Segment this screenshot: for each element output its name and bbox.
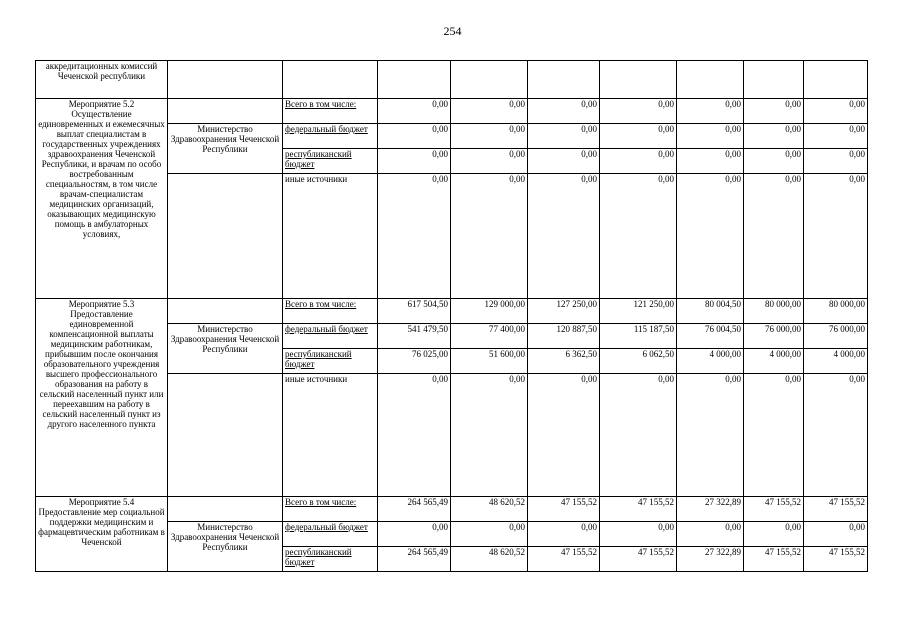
value-cell: 0,00 (451, 124, 528, 149)
value-cell: 80 004,50 (677, 299, 744, 324)
value-cell: 77 400,00 (451, 324, 528, 349)
value-cell (600, 61, 677, 99)
value-cell: 47 155,52 (804, 547, 868, 572)
event-description: Мероприятие 5.2 Осуществление единовременных и ежемесячных выплат специалистам в государственных учреждениях здравоохранения Чеченской Республики, и врачам по особо востребованным специальностям, в том числе врачам-специалистам медицинских организаций, оказывающих медицинскую помощь в амбулаторных условиях, (36, 99, 168, 299)
value-cell: 0,00 (677, 174, 744, 299)
source-federal: федеральный бюджет (283, 324, 378, 349)
value-cell: 47 155,52 (804, 497, 868, 522)
source-regional: республиканский бюджет (283, 149, 378, 174)
budget-row (36, 299, 868, 324)
value-cell: 0,00 (600, 149, 677, 174)
value-cell (528, 61, 600, 99)
value-cell: 0,00 (451, 149, 528, 174)
value-cell: 264 565,49 (378, 547, 451, 572)
value-cell: 0,00 (451, 522, 528, 547)
value-cell: 0,00 (677, 149, 744, 174)
value-cell: 0,00 (378, 149, 451, 174)
value-cell: 76 025,00 (378, 349, 451, 374)
value-cell: 27 322,89 (677, 547, 744, 572)
value-cell: 0,00 (451, 174, 528, 299)
value-cell: 0,00 (528, 174, 600, 299)
source-other: иные источники (283, 374, 378, 497)
executor-name: Министерство Здравоохранения Чеченской Республики (168, 124, 283, 174)
value-cell: 0,00 (528, 374, 600, 497)
value-cell: 0,00 (378, 99, 451, 124)
value-cell: 0,00 (600, 99, 677, 124)
value-cell: 0,00 (528, 99, 600, 124)
value-cell: 4 000,00 (677, 349, 744, 374)
value-cell: 47 155,52 (528, 497, 600, 522)
value-cell: 617 504,50 (378, 299, 451, 324)
budget-row (36, 99, 868, 124)
budget-table (35, 60, 868, 572)
value-cell: 0,00 (677, 124, 744, 149)
value-cell: 48 620,52 (451, 497, 528, 522)
value-cell: 0,00 (744, 149, 804, 174)
value-cell: 0,00 (600, 124, 677, 149)
value-cell: 0,00 (744, 124, 804, 149)
executor-cell (168, 497, 283, 522)
executor-cell (168, 61, 283, 99)
executor-name: Министерство Здравоохранения Чеченской Республики (168, 522, 283, 572)
source-cell (283, 61, 378, 99)
executor-name: Министерство Здравоохранения Чеченской Республики (168, 324, 283, 374)
event-description: аккредитационных комиссий Чеченской республики (36, 61, 168, 99)
value-cell: 0,00 (600, 174, 677, 299)
value-cell: 129 000,00 (451, 299, 528, 324)
value-cell (804, 61, 868, 99)
value-cell: 76 000,00 (744, 324, 804, 349)
value-cell: 0,00 (744, 174, 804, 299)
value-cell: 47 155,52 (600, 497, 677, 522)
budget-row (36, 497, 868, 522)
source-total: Всего в том числе: (283, 99, 378, 124)
value-cell: 127 250,00 (528, 299, 600, 324)
value-cell: 0,00 (528, 124, 600, 149)
value-cell (677, 61, 744, 99)
executor-cell (168, 99, 283, 124)
executor-cell (168, 174, 283, 299)
value-cell: 27 322,89 (677, 497, 744, 522)
source-regional: республиканский бюджет (283, 547, 378, 572)
value-cell: 115 187,50 (600, 324, 677, 349)
value-cell: 0,00 (677, 374, 744, 497)
executor-cell (168, 299, 283, 324)
value-cell: 0,00 (677, 522, 744, 547)
value-cell: 80 000,00 (744, 299, 804, 324)
source-regional: республиканский бюджет (283, 349, 378, 374)
value-cell: 0,00 (378, 522, 451, 547)
value-cell: 0,00 (600, 374, 677, 497)
value-cell: 0,00 (804, 374, 868, 497)
value-cell: 0,00 (451, 374, 528, 497)
value-cell (378, 61, 451, 99)
value-cell: 541 479,50 (378, 324, 451, 349)
source-total: Всего в том числе: (283, 299, 378, 324)
value-cell: 264 565,49 (378, 497, 451, 522)
value-cell: 0,00 (804, 149, 868, 174)
value-cell: 0,00 (677, 99, 744, 124)
value-cell (744, 61, 804, 99)
value-cell: 0,00 (378, 174, 451, 299)
value-cell: 0,00 (451, 99, 528, 124)
value-cell: 0,00 (528, 149, 600, 174)
value-cell: 47 155,52 (528, 547, 600, 572)
value-cell: 0,00 (804, 522, 868, 547)
value-cell: 0,00 (378, 374, 451, 497)
value-cell: 0,00 (528, 522, 600, 547)
value-cell: 0,00 (804, 124, 868, 149)
source-federal: федеральный бюджет (283, 124, 378, 149)
page-number: 254 (443, 24, 462, 38)
value-cell: 4 000,00 (744, 349, 804, 374)
value-cell: 47 155,52 (744, 497, 804, 522)
value-cell: 47 155,52 (600, 547, 677, 572)
value-cell: 6 062,50 (600, 349, 677, 374)
source-total: Всего в том числе: (283, 497, 378, 522)
source-other: иные источники (283, 174, 378, 299)
event-description: Мероприятие 5.3 Предоставление единовременной компенсационной выплаты медицинским работникам, прибывшим после окончания образовательного учреждения высшего профессионального образования на работу в сельский населенный пункт или переехавшим на работу в сельский населенный пункт из другого населенного пункта (36, 299, 168, 497)
value-cell: 48 620,52 (451, 547, 528, 572)
value-cell (451, 61, 528, 99)
value-cell: 76 004,50 (677, 324, 744, 349)
value-cell: 0,00 (744, 99, 804, 124)
value-cell: 121 250,00 (600, 299, 677, 324)
value-cell: 4 000,00 (804, 349, 868, 374)
event-description: Мероприятие 5.4 Предоставление мер социальной поддержки медицинским и фармацевтическим работникам в Чеченской (36, 497, 168, 572)
executor-cell (168, 374, 283, 497)
value-cell: 6 362,50 (528, 349, 600, 374)
value-cell: 0,00 (378, 124, 451, 149)
value-cell: 0,00 (744, 522, 804, 547)
carryover-row (36, 61, 868, 99)
value-cell: 0,00 (804, 174, 868, 299)
source-federal: федеральный бюджет (283, 522, 378, 547)
value-cell: 120 887,50 (528, 324, 600, 349)
value-cell: 47 155,52 (744, 547, 804, 572)
value-cell: 80 000,00 (804, 299, 868, 324)
value-cell: 0,00 (600, 522, 677, 547)
value-cell: 76 000,00 (804, 324, 868, 349)
value-cell: 0,00 (804, 99, 868, 124)
value-cell: 51 600,00 (451, 349, 528, 374)
value-cell: 0,00 (744, 374, 804, 497)
